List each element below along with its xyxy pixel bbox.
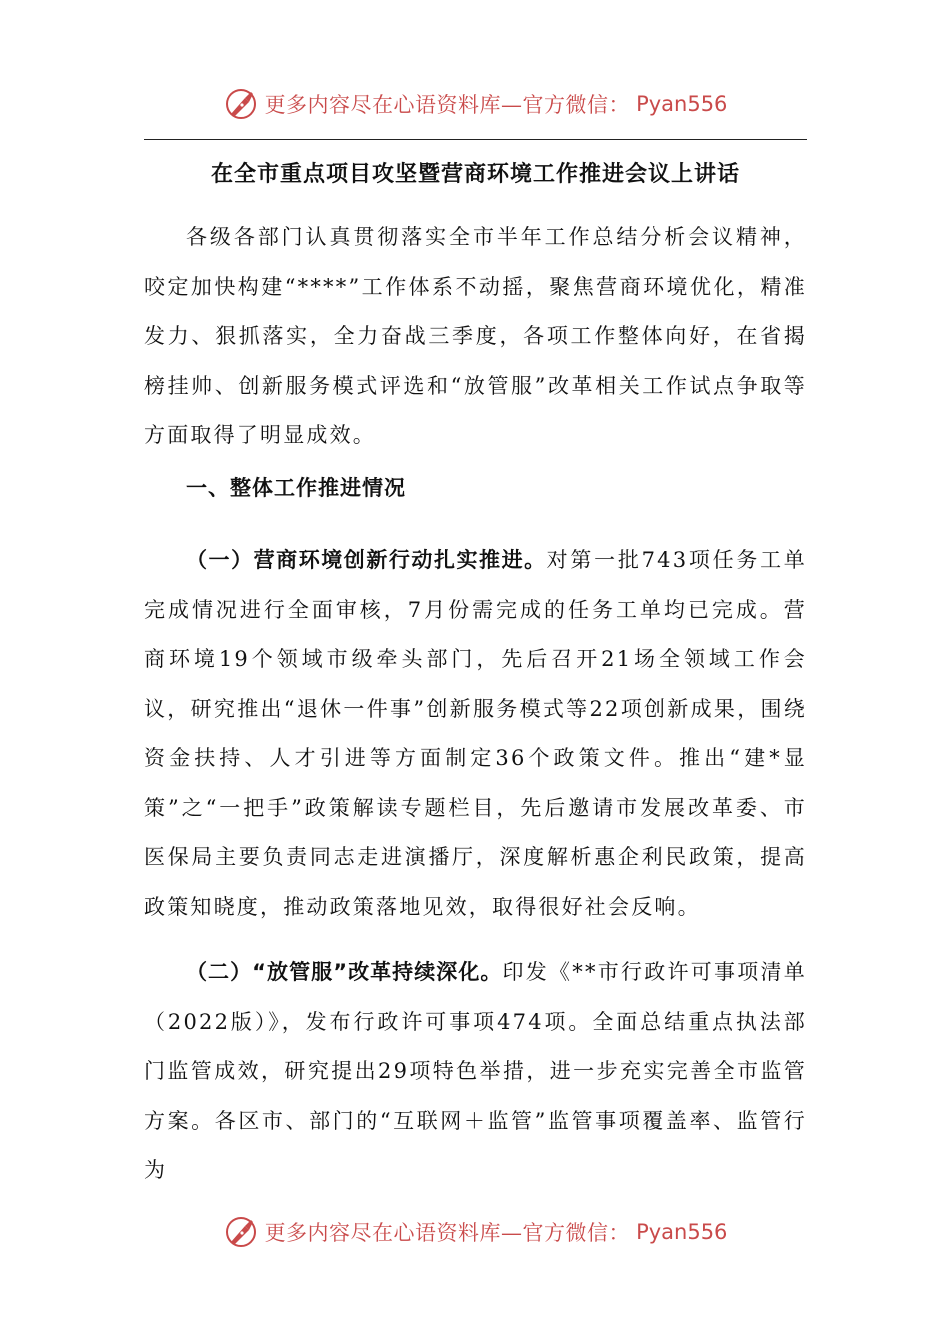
document-title: 在全市重点项目攻坚暨营商环境工作推进会议上讲话 <box>210 162 740 187</box>
footer-banner <box>0 1212 950 1252</box>
header-divider <box>144 139 807 140</box>
banner-text: 更多内容尽在心语资料库—官方微信： <box>264 93 631 117</box>
footer-wechat-id: Pyan556 <box>636 1220 728 1244</box>
pen-nib-logo-icon <box>223 1214 259 1250</box>
pen-nib-logo-icon <box>223 86 259 122</box>
item-2-body: 印发《**市行政许可事项清单（2022版）》，发布行政许可事项474项。全面总结重点执法部门监管成效，研究提出29项特色举措，进一步充实完善全市监管方案。各区市、部门的“互联网＋监管”监管事项覆盖率、监管行为 <box>144 960 807 1182</box>
item-1-body: 对第一批743项任务工单完成情况进行全面审核，7月份需完成的任务工单均已完成。营商环境19个领域市级牵头部门，先后召开21场全领域工作会议，研究推出“退休一件事”创新服务模式等22项创新成果，围绕资金扶持、人才引进等方面制定36个政策文件。推出“建*显策”之“一把手”政策解读专题栏目，先后邀请市发展改革委、市医保局主要负责同志走进演播厅，深度解析惠企利民政策，提高政策知晓度，推动政策落地见效，取得很好社会反响。 <box>144 548 808 919</box>
footer-banner-text: 更多内容尽在心语资料库—官方微信： <box>264 1221 631 1245</box>
item-1-paragraph <box>144 536 807 932</box>
header-banner <box>0 84 950 124</box>
item-1-lead: （一）营商环境创新行动扎实推进。 <box>186 548 547 572</box>
section-heading: 一、整体工作推进情况 <box>186 476 406 500</box>
banner-wechat-id: Pyan556 <box>636 92 728 116</box>
item-2-paragraph <box>144 948 807 1196</box>
intro-paragraph: 各级各部门认真贯彻落实全市半年工作总结分析会议精神，咬定加快构建“****”工作体系不动摇，聚焦营商环境优化，精准发力、狠抓落实，全力奋战三季度，各项工作整体向好，在省揭榜挂帅、创新服务模式评选和“放管服”改革相关工作试点争取等方面取得了明显成效。 <box>144 225 807 447</box>
item-2-lead: （二）“放管服”改革持续深化。 <box>186 960 503 984</box>
